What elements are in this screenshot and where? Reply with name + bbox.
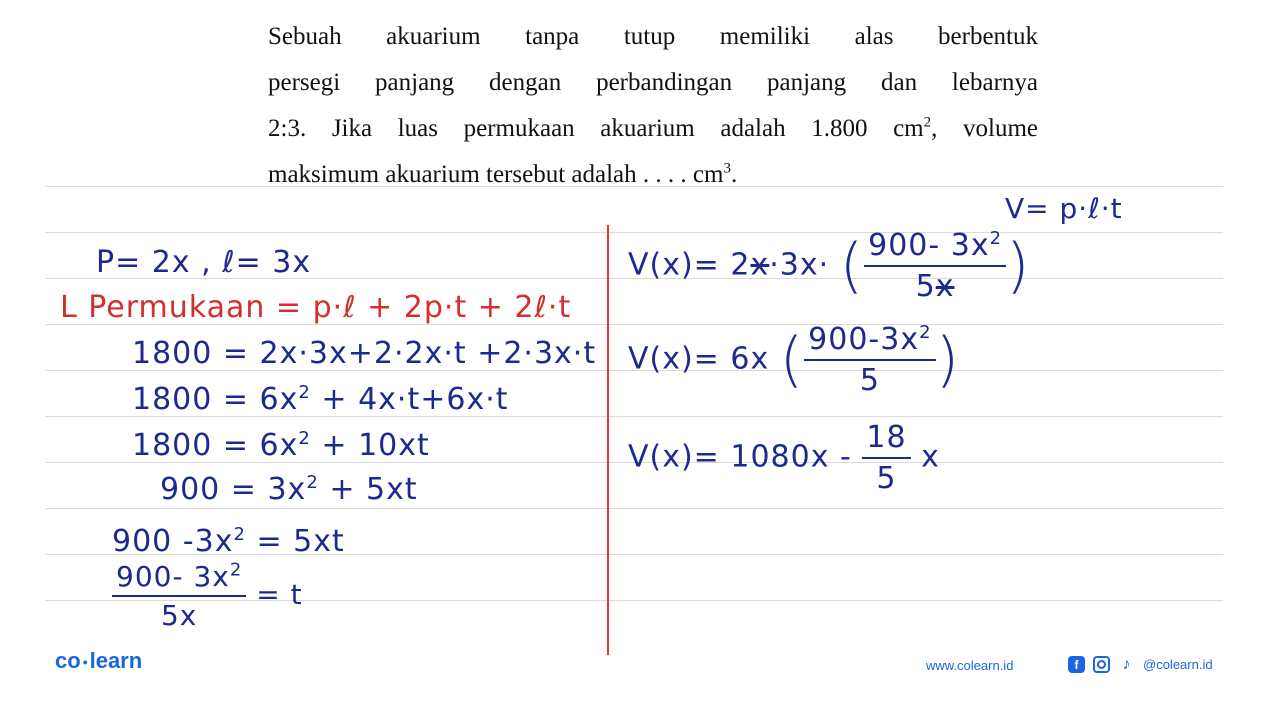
volume-step-3 [628, 420, 940, 496]
volume-formula: V= p·ℓ·t [1005, 192, 1123, 225]
fraction-numerator: 18 [862, 420, 910, 459]
fraction-denominator: 5 [876, 461, 897, 496]
step-text: + 10xt [321, 428, 430, 463]
numerator-text: 900- 3x [116, 560, 230, 593]
fraction [862, 420, 910, 496]
instagram-icon[interactable] [1093, 656, 1110, 673]
step-text: 900 -3x [112, 524, 234, 559]
fraction-numerator [804, 322, 935, 361]
superscript: 2 [923, 114, 932, 131]
step-5 [112, 524, 345, 559]
problem-text: 2:3. Jika luas permukaan akuarium adalah 1.800 cm [268, 115, 924, 142]
fraction [804, 322, 935, 398]
right-paren: ) [1006, 231, 1031, 301]
step-text: V(x)= 6x [628, 341, 770, 377]
step-text: 1800 = 6x [132, 428, 299, 463]
volume-step-2 [628, 322, 960, 398]
denominator-text: 5 [915, 269, 936, 304]
step-3 [132, 428, 430, 463]
right-paren: ) [935, 325, 960, 395]
social-links [1068, 656, 1213, 673]
problem-line [268, 106, 1038, 152]
dimension-definitions: P= 2x , ℓ= 3x [96, 245, 312, 280]
step-text: ·3x· [769, 247, 830, 283]
step-1: 1800 = 2x·3x+2·2x·t +2·3x·t [132, 336, 597, 371]
superscript: 2 [919, 322, 932, 343]
step-text: + 4x·t+6x·t [321, 382, 509, 417]
step-text: V(x)= 1080x - [628, 439, 852, 475]
problem-text: , volume [931, 115, 1038, 142]
step-6 [112, 560, 303, 632]
surface-area-formula: L Permukaan = p·ℓ + 2p·t + 2ℓ·t [60, 290, 572, 325]
problem-text: maksimum akuarium tersebut adalah . . . . cm [268, 161, 724, 188]
numerator-text: 900- 3x [868, 228, 990, 263]
superscript: 2 [298, 428, 311, 449]
step-2 [132, 382, 509, 417]
superscript: 2 [298, 382, 311, 403]
problem-line [268, 152, 1038, 198]
logo-dot: • [82, 654, 88, 671]
rule-line [45, 508, 1223, 509]
cancelled-term: x [750, 247, 770, 283]
fraction-numerator [112, 560, 246, 597]
fraction-denominator: 5 [859, 363, 880, 398]
problem-statement [268, 14, 1038, 198]
website-link[interactable]: www.colearn.id [926, 658, 1014, 673]
fraction-denominator: 5x [160, 599, 198, 632]
cancelled-term: x [935, 269, 955, 304]
step-text: 900 = 3x [160, 472, 307, 507]
fraction-numerator [864, 228, 1006, 267]
step-text: V(x)= 2 [628, 247, 751, 283]
fraction [864, 228, 1006, 304]
fraction [112, 560, 246, 632]
numerator-text: 900-3x [808, 322, 920, 357]
superscript: 2 [306, 472, 319, 493]
superscript: 2 [233, 524, 246, 545]
superscript: 2 [229, 559, 243, 581]
column-divider [607, 225, 609, 655]
facebook-icon[interactable]: f [1068, 656, 1085, 673]
left-paren: ( [839, 231, 865, 301]
social-handle[interactable]: @colearn.id [1143, 657, 1213, 672]
superscript: 3 [723, 160, 731, 177]
volume-step-1 [628, 228, 1030, 304]
step-rhs: = t [256, 578, 303, 611]
tiktok-icon[interactable]: ♪ [1122, 655, 1131, 673]
step-text: = 5xt [256, 524, 345, 559]
step-text: + 5xt [329, 472, 418, 507]
step-text: x [921, 439, 940, 475]
problem-text: . [730, 161, 738, 188]
fraction-denominator [916, 267, 955, 304]
step-4 [160, 472, 418, 507]
logo-text: co [55, 648, 81, 673]
colearn-logo[interactable] [55, 648, 142, 674]
superscript: 2 [989, 228, 1003, 249]
step-text: 1800 = 6x [132, 382, 299, 417]
logo-text: learn [89, 648, 143, 673]
problem-line: Sebuah akuarium tanpa tutup memiliki alas berbentuk [268, 23, 1038, 50]
problem-line: persegi panjang dengan perbandingan panjang dan lebarnya [268, 69, 1038, 96]
left-paren: ( [779, 325, 805, 395]
